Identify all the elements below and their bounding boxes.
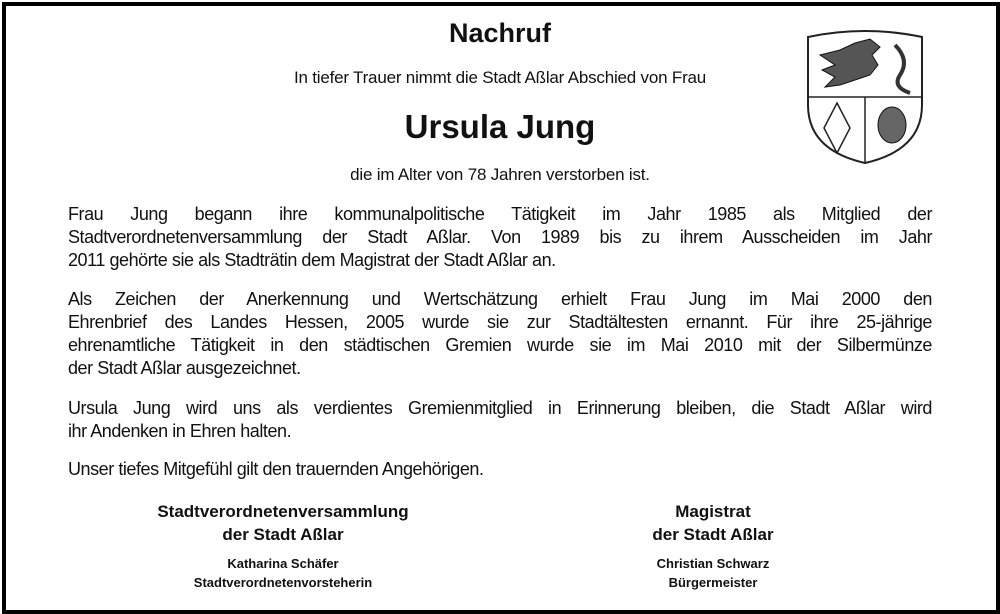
paragraph-remembrance bbox=[68, 397, 932, 443]
signature-council bbox=[83, 500, 483, 592]
signature-magistrate bbox=[513, 500, 913, 592]
signature-org: Stadtverordnetenversammlung bbox=[157, 502, 409, 521]
text-line: Als Zeichen der Anerkennung und Wertschätzung erhielt Frau Jung im Mai 2000 den bbox=[68, 289, 932, 309]
signature-org-city: der Stadt Aßlar bbox=[652, 525, 774, 544]
coat-of-arms-icon bbox=[800, 25, 930, 165]
text-line: Frau Jung begann ihre kommunalpolitische Tätigkeit im Jahr 1985 als Mitglied der bbox=[68, 204, 932, 224]
text-line: der Stadt Aßlar ausgezeichnet. bbox=[68, 358, 301, 378]
text-line: Ehrenbrief des Landes Hessen, 2005 wurde sie zur Stadtältesten ernannt. Für ihre 25-jährige bbox=[68, 312, 932, 332]
intro-text: In tiefer Trauer nimmt die Stadt Aßlar Abschied von Frau bbox=[293, 68, 707, 87]
signature-org: Magistrat bbox=[675, 502, 751, 521]
text-line: ehrenamtliche Tätigkeit in den städtischen Gremien wurde sie im Mai 2010 mit der Silbermünze bbox=[68, 335, 932, 355]
paragraph-honors bbox=[68, 288, 932, 380]
signature-person: Katharina Schäfer bbox=[227, 556, 339, 571]
text-line: Stadtverordnetenversammlung der Stadt Aßlar. Von 1989 bis zu ihrem Ausscheiden im Jahr bbox=[68, 227, 932, 247]
text-line: ihr Andenken in Ehren halten. bbox=[68, 421, 292, 441]
signature-org-city: der Stadt Aßlar bbox=[222, 525, 344, 544]
page-title: Nachruf bbox=[448, 18, 551, 48]
paragraph-condolence bbox=[68, 458, 932, 481]
text-line: Ursula Jung wird uns als verdientes Gremienmitglied in Erinnerung bleiben, die Stadt Aßlar wird bbox=[68, 398, 932, 418]
signature-person: Christian Schwarz bbox=[656, 556, 770, 571]
deceased-name: Ursula Jung bbox=[404, 108, 596, 145]
signature-role: Bürgermeister bbox=[668, 575, 758, 590]
paragraph-career bbox=[68, 203, 932, 272]
text-line: Unser tiefes Mitgefühl gilt den trauernden Angehörigen. bbox=[68, 459, 484, 479]
age-text: die im Alter von 78 Jahren verstorben ist. bbox=[350, 165, 650, 184]
signature-role: Stadtverordnetenvorsteherin bbox=[193, 575, 373, 590]
text-line: 2011 gehörte sie als Stadträtin dem Magistrat der Stadt Aßlar an. bbox=[68, 250, 556, 270]
